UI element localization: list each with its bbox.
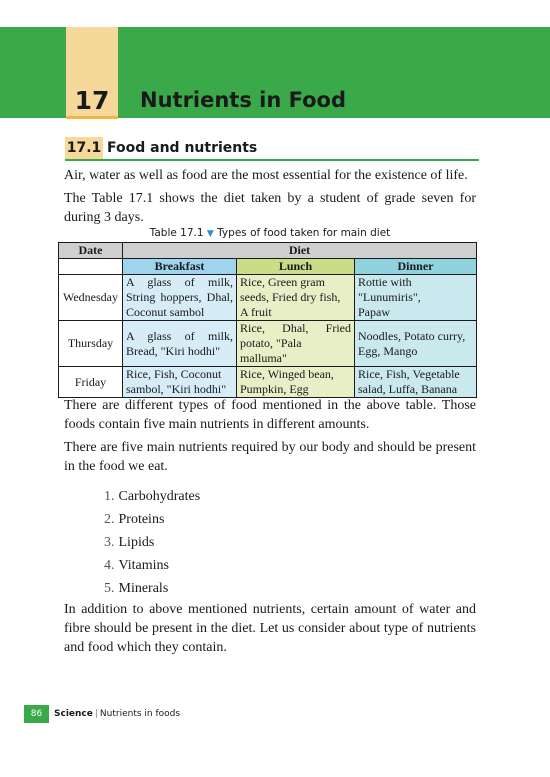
cell-line: Rice, Green gram (240, 275, 325, 289)
chapter-number: 17 (74, 86, 110, 115)
cell-line: sambol, "Kiri hodhi" (126, 382, 227, 396)
table-row (59, 367, 477, 398)
table-row (59, 275, 477, 321)
header-lunch: Lunch (237, 259, 355, 275)
footer-separator: | (94, 709, 98, 719)
cell-line: salad, Luffa, Banana (358, 382, 458, 396)
breakfast-cell (123, 321, 237, 367)
cell-line: Rice, Winged bean, (240, 367, 334, 381)
paragraph-nutrients-intro: There are five main nutrients required by our body and should be present in the food we eat. (64, 440, 476, 474)
lunch-cell (237, 321, 355, 367)
footer-chapter: Nutrients in foods (99, 709, 181, 719)
list-label: Carbohydrates (118, 489, 201, 504)
cell-line: Papaw (358, 305, 390, 319)
list-number: 2. (104, 512, 115, 527)
list-label: Proteins (118, 512, 165, 527)
header-empty (59, 259, 123, 275)
list-number: 5. (104, 581, 115, 596)
list-label: Minerals (118, 581, 169, 596)
cell-line: A glass of milk, (126, 328, 233, 343)
cell-line: Egg, Mango (358, 343, 418, 358)
table-caption (64, 227, 476, 239)
table-caption-text: Types of food taken for main diet (217, 227, 391, 239)
lunch-cell (237, 367, 355, 398)
list-item (104, 508, 200, 531)
cell-line: potato, "Pala malluma" (240, 336, 302, 365)
dinner-cell (355, 321, 477, 367)
cell-line: seeds, Fried dry fish, (240, 290, 341, 304)
header-date: Date (59, 243, 123, 259)
table-caption-label: Table 17.1 (149, 227, 204, 239)
chapter-title: Nutrients in Food (140, 88, 347, 112)
cell-line: Coconut sambol (126, 305, 205, 319)
list-item (104, 485, 200, 508)
cell-line: Rice, Fish, Coconut (126, 367, 222, 381)
header-breakfast: Breakfast (123, 259, 237, 275)
dinner-cell (355, 275, 477, 321)
diet-table (58, 242, 477, 398)
header-dinner: Dinner (355, 259, 477, 275)
cell-line: Rice, Fish, Vegetable (358, 367, 460, 381)
table-row (59, 321, 477, 367)
cell-line: Pumpkin, Egg (240, 382, 309, 396)
cell-line: A glass of milk, (126, 275, 233, 289)
list-item (104, 554, 200, 577)
section-title: Food and nutrients (107, 140, 258, 156)
breakfast-cell (123, 367, 237, 398)
cell-line: Noodles, Potato curry, (358, 328, 466, 343)
caret-down-icon: ▼ (206, 229, 214, 239)
list-item (104, 531, 200, 554)
paragraph-table-intro: The Table 17.1 shows the diet taken by a student of grade seven for during 3 days. (64, 191, 476, 225)
page-number: 86 (24, 705, 49, 723)
list-item (104, 577, 200, 600)
section-heading (65, 137, 479, 161)
day-cell: Friday (59, 367, 123, 398)
header-diet: Diet (123, 243, 477, 259)
list-number: 4. (104, 558, 115, 573)
footer-subject: Science (54, 709, 93, 719)
cell-line: A fruit (240, 305, 272, 319)
day-cell: Wednesday (59, 275, 123, 321)
day-cell: Thursday (59, 321, 123, 367)
lunch-cell (237, 275, 355, 321)
section-number: 17.1 (65, 137, 103, 159)
paragraph-water-fibre: In addition to above mentioned nutrients, certain amount of water and fibre should be present in the diet. Let us consider about type of nutrients and food which they contain. (64, 602, 476, 655)
paragraph-intro: Air, water as well as food are the most essential for the existence of life. (64, 168, 468, 183)
cell-line: Rottie with "Lunumiris", (358, 275, 421, 304)
list-label: Lipids (118, 535, 155, 550)
nutrient-list (104, 485, 200, 600)
cell-line: String hoppers, Dhal, (126, 290, 233, 304)
dinner-cell (355, 367, 477, 398)
breakfast-cell (123, 275, 237, 321)
list-number: 3. (104, 535, 115, 550)
cell-line: Bread, "Kiri hodhi" (126, 343, 221, 358)
list-label: Vitamins (118, 558, 169, 573)
paragraph-table-summary: There are different types of food mentioned in the above table. Those foods contain five main nutrients in different amounts. (64, 398, 476, 432)
list-number: 1. (104, 489, 115, 504)
cell-line: Rice, Dhal, Fried (240, 321, 351, 335)
running-footer (54, 705, 180, 723)
